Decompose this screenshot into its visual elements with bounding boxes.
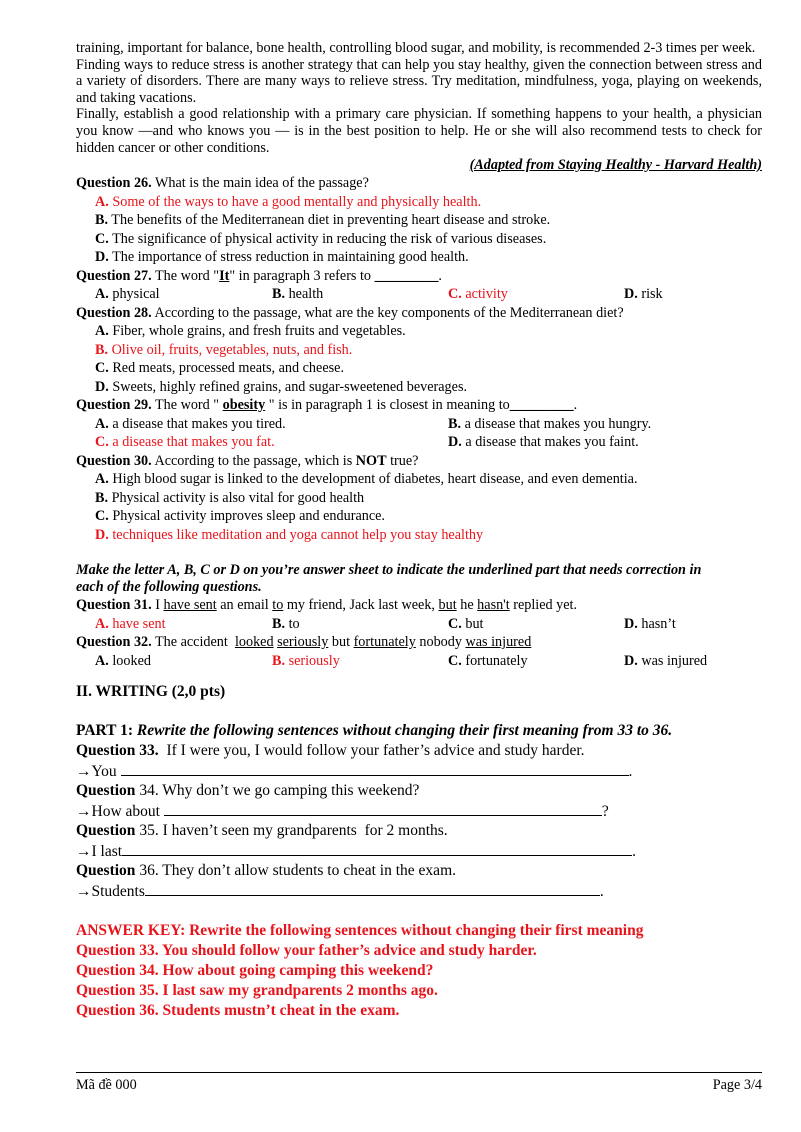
part-label: PART 1:: [76, 722, 134, 740]
underlined-part: but: [438, 597, 457, 614]
option-text: a disease that makes you tired.: [108, 415, 286, 432]
option-letter: C.: [95, 230, 109, 247]
q32-option-c[interactable]: [448, 652, 528, 671]
answer-line-35: [76, 841, 762, 861]
question-26: [76, 174, 762, 193]
option-letter: C.: [448, 286, 462, 303]
option-letter: C.: [95, 434, 109, 451]
option-letter: D.: [95, 526, 109, 543]
q29-option-a[interactable]: [95, 415, 286, 434]
option-letter: D.: [624, 652, 638, 669]
page-number: Page 3/4: [712, 1077, 762, 1093]
underlined-part: have sent: [163, 597, 217, 614]
question-text: true?: [386, 452, 419, 469]
option-letter: B.: [95, 212, 109, 229]
option-text: activity: [461, 286, 508, 303]
answer-input-35[interactable]: [122, 841, 632, 856]
option-text: fortunately: [461, 652, 528, 669]
option-text: Sweets, highly refined grains, and sugar-sweetened beverages.: [108, 378, 468, 395]
q26-option-b[interactable]: [76, 211, 762, 230]
answer-prompt: →How about: [76, 803, 164, 821]
option-letter: A.: [95, 471, 109, 488]
q30-option-b[interactable]: [76, 489, 762, 508]
exam-page: [76, 40, 762, 1021]
underlined-part: fortunately: [353, 634, 416, 651]
q30-option-d[interactable]: [76, 526, 762, 545]
answer-end: .: [628, 763, 633, 781]
option-text: The significance of physical activity in reducing the risk of various diseases.: [108, 230, 547, 247]
option-text: High blood sugar is linked to the development of diabetes, heart disease, and even dementia.: [108, 471, 638, 488]
option-text: Physical activity is also vital for good health: [108, 489, 365, 506]
underlined-part: to: [272, 597, 284, 614]
q26-option-c[interactable]: [76, 230, 762, 249]
passage-paragraph-1: training, important for balance, bone health, controlling blood sugar, and mobility, is recommended 2-3 times per week.: [76, 40, 756, 56]
option-letter: C.: [448, 615, 462, 632]
option-letter: A.: [95, 652, 109, 669]
option-text: looked: [108, 652, 151, 669]
sentence-part: my friend, Jack last week,: [283, 597, 439, 614]
option-letter: B.: [95, 489, 109, 506]
underlined-part: hasn't: [477, 597, 510, 614]
option-letter: D.: [624, 286, 638, 303]
question-label: Question 27.: [76, 267, 152, 284]
option-letter: A.: [95, 415, 109, 432]
option-text: hasn’t: [637, 615, 676, 632]
question-33: [76, 741, 762, 761]
question-27: [76, 267, 762, 286]
question-text: " in paragraph 3 refers to: [229, 267, 375, 284]
option-text: The importance of stress reduction in maintaining good health.: [108, 249, 469, 266]
question-label: Question: [76, 862, 136, 880]
question-30: [76, 452, 762, 471]
q26-option-a[interactable]: [76, 193, 762, 212]
q27-option-c[interactable]: [448, 285, 508, 304]
q32-options: [76, 652, 762, 671]
q31-option-c[interactable]: [448, 615, 483, 634]
question-label: Question 32.: [76, 634, 152, 651]
option-letter: D.: [624, 615, 638, 632]
question-label: Question: [76, 822, 136, 840]
q29-options-row-2: [76, 433, 762, 452]
q30-option-c[interactable]: [76, 507, 762, 526]
not-emphasis: NOT: [355, 452, 387, 469]
option-letter: B.: [272, 286, 286, 303]
question-label: Question 33.: [76, 742, 159, 760]
option-letter: B.: [448, 415, 462, 432]
option-text: have sent: [108, 615, 166, 632]
question-32: [76, 633, 762, 652]
answer-blank: _________: [374, 267, 439, 284]
passage-paragraph-3: Finally, establish a good relationship with a primary care physician. If something happens to your health, a physician you know —and who knows you — is in the best position to help. He or she will also recommend tests to check for hidden cancer or other conditions.: [76, 106, 762, 156]
underlined-word: It: [219, 267, 230, 284]
question-text: The word ": [151, 397, 223, 414]
question-text: The word ": [151, 267, 220, 284]
question-label: Question 28.: [76, 304, 152, 321]
question-34: [76, 781, 762, 801]
option-text: techniques like meditation and yoga cannot help you stay healthy: [108, 526, 484, 543]
sentence-part: replied yet.: [509, 597, 578, 614]
answer-prompt: →Students: [76, 883, 145, 901]
option-text: Olive oil, fruits, vegetables, nuts, and fish.: [108, 341, 353, 358]
answer-prompt: →You: [76, 763, 121, 781]
option-letter: B.: [95, 341, 109, 358]
q28-option-c[interactable]: [76, 359, 762, 378]
sentence-part: he: [456, 597, 478, 614]
question-label: Question 30.: [76, 452, 152, 469]
q31-option-d[interactable]: [624, 615, 676, 634]
answer-key-36: Question 36. Students mustn’t cheat in the exam.: [76, 1002, 400, 1020]
option-text: a disease that makes you hungry.: [461, 415, 652, 432]
question-text: According to the passage, what are the key components of the Mediterranean diet?: [151, 304, 624, 321]
q31-options: [76, 615, 762, 634]
option-text: physical: [108, 286, 160, 303]
q26-option-d[interactable]: [76, 248, 762, 267]
answer-end: .: [632, 843, 636, 861]
q29-options-row-1: [76, 415, 762, 434]
question-text: .: [573, 397, 578, 414]
option-text: a disease that makes you fat.: [108, 434, 275, 451]
q31-option-b[interactable]: [272, 615, 300, 634]
option-text: Fiber, whole grains, and fresh fruits and vegetables.: [108, 323, 406, 340]
option-letter: D.: [95, 378, 109, 395]
option-text: The benefits of the Mediterranean diet in preventing heart disease and stroke.: [108, 212, 551, 229]
q30-option-a[interactable]: [76, 470, 762, 489]
answer-key-title: ANSWER KEY: Rewrite the following sentences without changing their first meaning: [76, 922, 644, 940]
question-text: What is the main idea of the passage?: [151, 175, 369, 192]
q28-option-a[interactable]: [76, 322, 762, 341]
question-label: Question: [76, 782, 136, 800]
question-36: [76, 861, 762, 881]
underlined-part: looked: [234, 634, 274, 651]
exam-code: Mã đề 000: [76, 1077, 137, 1093]
question-text: " is in paragraph 1 is closest in meaning to: [265, 397, 510, 414]
question-label: Question 26.: [76, 175, 152, 192]
passage-paragraph-2: Finding ways to reduce stress is another strategy that can help you stay healthy, given the connection between stress and a variety of disorders. There are many ways to relieve stress. Try meditation, mindfulness, yoga, playing on weekends, and taking vacations.: [76, 56, 762, 106]
question-31: [76, 596, 762, 615]
sentence-part: nobody: [415, 634, 466, 651]
question-text: 35. I haven’t seen my grandparents for 2 months.: [135, 822, 448, 840]
error-instruction: Make the letter A, B, C or D on you’re answer sheet to indicate the underlined part that needs correction in each of the following questions.: [76, 562, 702, 596]
option-letter: A.: [95, 193, 109, 210]
q29-option-d[interactable]: [448, 433, 639, 452]
q32-option-a[interactable]: [95, 652, 151, 671]
q27-option-a[interactable]: [95, 285, 160, 304]
option-text: but: [461, 615, 484, 632]
question-label: Question 31.: [76, 597, 152, 614]
question-text: .: [438, 267, 442, 284]
option-letter: C.: [95, 360, 109, 377]
option-letter: B.: [272, 615, 286, 632]
question-text: If I were you, I would follow your father’s advice and study harder.: [158, 742, 585, 760]
option-text: Red meats, processed meats, and cheese.: [108, 360, 344, 377]
sentence-part: but: [328, 634, 354, 651]
answer-end: ?: [601, 803, 609, 821]
question-text: According to the passage, which is: [151, 452, 356, 469]
option-letter: A.: [95, 615, 109, 632]
sentence-part: an email: [216, 597, 273, 614]
q28-option-b[interactable]: [76, 341, 762, 360]
q29-option-b[interactable]: [448, 415, 651, 434]
option-text: a disease that makes you faint.: [461, 434, 639, 451]
option-text: health: [285, 286, 324, 303]
page-footer: [76, 1072, 762, 1094]
writing-part-1: [76, 721, 762, 741]
answer-input-33[interactable]: [121, 761, 629, 776]
option-text: was injured: [637, 652, 708, 669]
passage-source: (Adapted from Staying Healthy - Harvard Health): [469, 157, 762, 174]
option-letter: C.: [95, 508, 109, 525]
question-28: [76, 304, 762, 323]
option-text: to: [285, 615, 300, 632]
underlined-word: obesity: [222, 397, 266, 414]
option-letter: A.: [95, 323, 109, 340]
q27-option-d[interactable]: [624, 285, 663, 304]
q29-option-c[interactable]: [95, 433, 275, 452]
answer-line-36: [76, 881, 762, 901]
answer-end: .: [599, 883, 604, 901]
option-text: Physical activity improves sleep and endurance.: [108, 508, 385, 525]
q32-option-d[interactable]: [624, 652, 707, 671]
option-letter: B.: [272, 652, 286, 669]
option-letter: D.: [448, 434, 462, 451]
question-label: Question 29.: [76, 397, 152, 414]
q27-option-b[interactable]: [272, 285, 323, 304]
answer-input-36[interactable]: [145, 881, 600, 896]
q32-option-b[interactable]: [272, 652, 340, 671]
option-letter: A.: [95, 286, 109, 303]
answer-key-34: Question 34. How about going camping this weekend?: [76, 962, 434, 980]
q27-options: [76, 285, 762, 304]
answer-key-33: Question 33. You should follow your father’s advice and study harder.: [76, 942, 537, 960]
sentence-part: The accident: [151, 634, 235, 651]
answer-key-35: Question 35. I last saw my grandparents 2 months ago.: [76, 982, 438, 1000]
answer-line-33: [76, 761, 762, 781]
answer-input-34[interactable]: [164, 801, 602, 816]
sentence-part: I: [151, 597, 164, 614]
q28-option-d[interactable]: [76, 378, 762, 397]
question-text: 36. They don’t allow students to cheat in the exam.: [135, 862, 456, 880]
answer-blank: _________: [509, 397, 574, 414]
option-letter: D.: [95, 249, 109, 266]
question-text: 34. Why don’t we go camping this weekend?: [135, 782, 420, 800]
question-35: [76, 821, 762, 841]
underlined-part: seriously: [277, 634, 329, 651]
option-text: risk: [637, 286, 663, 303]
option-text: Some of the ways to have a good mentally and physically health.: [108, 193, 482, 210]
part-instruction: Rewrite the following sentences without changing their first meaning from 33 to 36.: [133, 722, 673, 740]
q31-option-a[interactable]: [95, 615, 166, 634]
answer-line-34: [76, 801, 762, 821]
option-letter: C.: [448, 652, 462, 669]
underlined-part: was injured: [465, 634, 532, 651]
writing-heading: II. WRITING (2,0 pts): [76, 683, 226, 701]
question-29: [76, 396, 762, 415]
answer-prompt: →I last: [76, 843, 123, 861]
option-text: seriously: [285, 652, 340, 669]
